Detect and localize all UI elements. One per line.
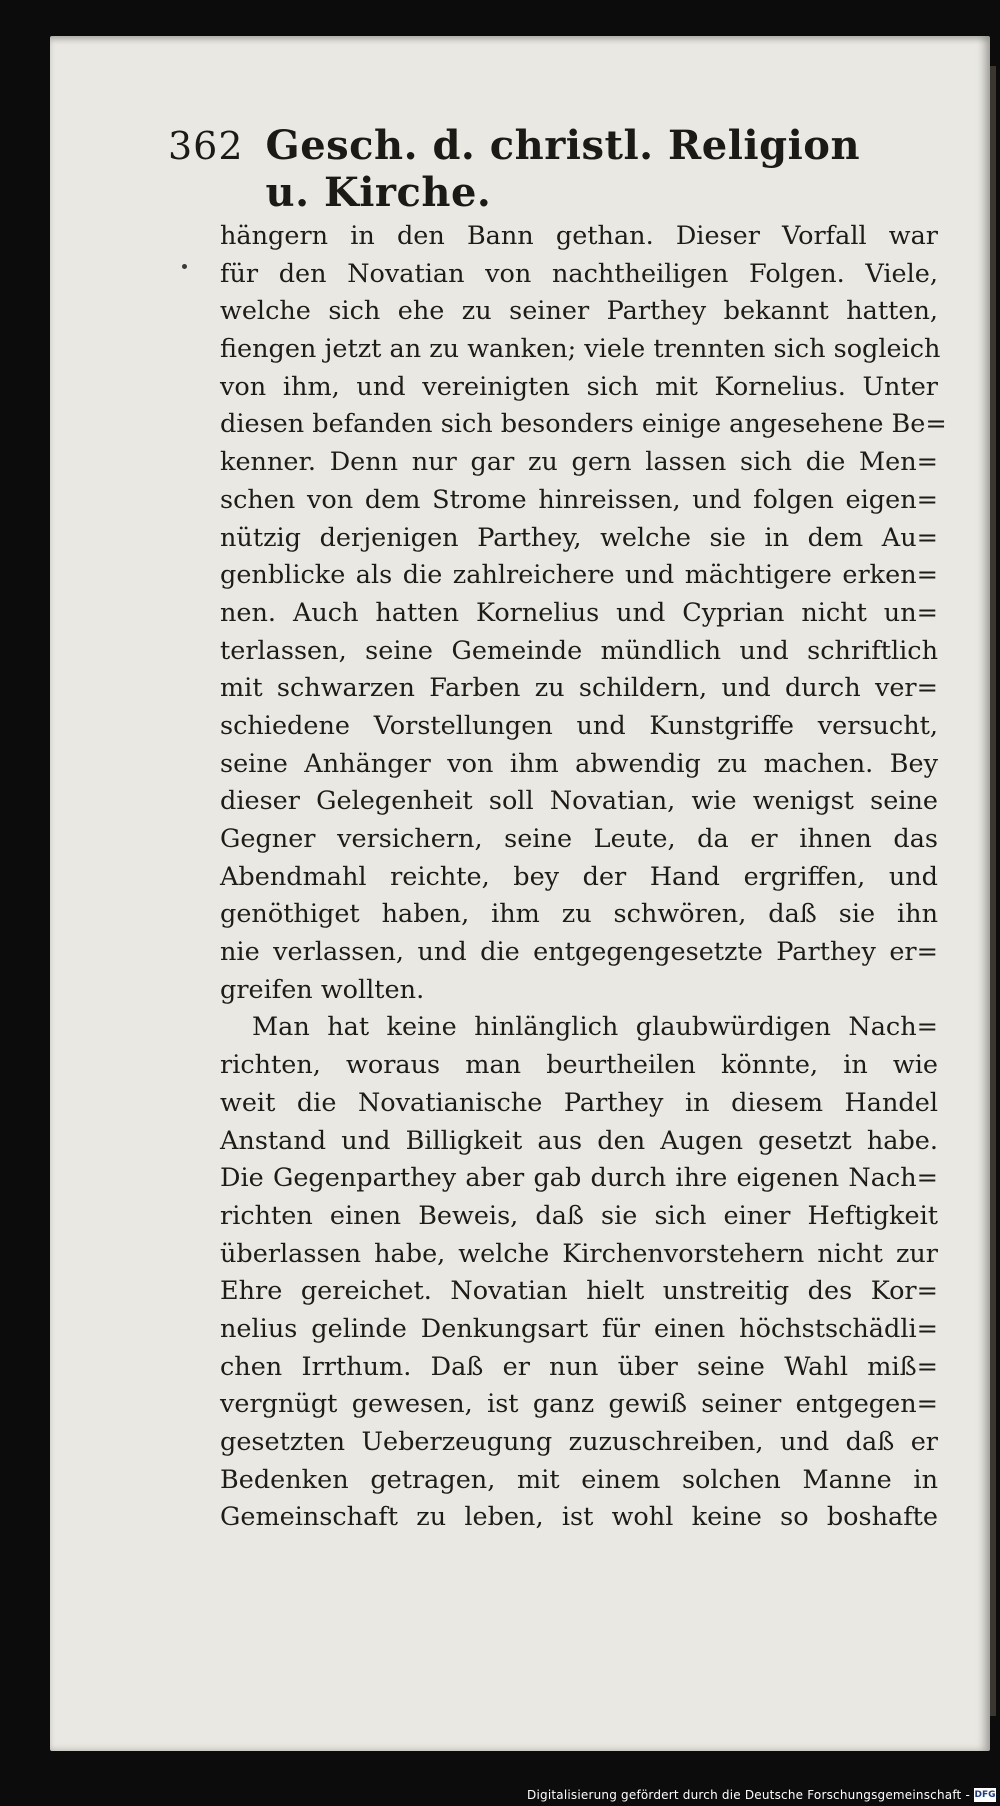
text-line: nelius gelinde Denkungsart für einen höchstschädli=	[220, 1313, 938, 1344]
text-line: Anstand und Billigkeit aus den Augen gesetzt habe.	[220, 1125, 938, 1156]
text-line: kenner. Denn nur gar zu gern lassen sich die Men=	[220, 447, 938, 478]
text-line: seine Anhänger von ihm abwendig zu machen. Bey	[220, 748, 938, 779]
text-line: für den Novatian von nachtheiligen Folgen. Viele,	[220, 258, 938, 289]
text-line: nen. Auch hatten Kornelius und Cyprian nicht un=	[220, 597, 938, 628]
page-header	[168, 122, 888, 216]
running-title: Gesch. d. christl. Religion u. Kirche.	[265, 122, 861, 216]
body-text	[220, 218, 947, 1537]
text-line: mit schwarzen Farben zu schildern, und durch ver=	[220, 673, 938, 704]
dfg-logo-icon: DFG	[974, 1790, 996, 1800]
text-line: Abendmahl reichte, bey der Hand ergriffen, und	[220, 861, 938, 892]
page-number: 362	[168, 124, 244, 168]
text-line: fiengen jetzt an zu wanken; viele trennten sich sogleich	[220, 334, 941, 365]
text-line: hängern in den Bann gethan. Dieser Vorfall war	[220, 221, 938, 251]
text-line: nie verlassen, und die entgegengesetzte Parthey er=	[220, 937, 938, 968]
text-line: dieser Gelegenheit soll Novatian, wie wenigst seine	[220, 786, 938, 817]
text-line: gesetzten Ueberzeugung zuzuschreiben, und daß er	[220, 1427, 938, 1457]
text-line: Ehre gereichet. Novatian hielt unstreitig des Kor=	[220, 1276, 938, 1307]
text-line: chen Irrthum. Daß er nun über seine Wahl miß=	[220, 1351, 938, 1382]
text-line: Gegner versichern, seine Leute, da er ihnen das	[220, 824, 938, 854]
text-line: Die Gegenparthey aber gab durch ihre eigenen Nach=	[220, 1163, 938, 1194]
text-line: Bedenken getragen, mit einem solchen Manne in	[220, 1464, 938, 1495]
footer-bar	[0, 1780, 1000, 1806]
text-line: nützig derjenigen Parthey, welche sie in dem Au=	[220, 522, 938, 553]
text-line: von ihm, und vereinigten sich mit Kornelius. Unter	[220, 371, 938, 402]
text-line: vergnügt gewesen, ist ganz gewiß seiner entgegen=	[220, 1389, 938, 1420]
text-line: überlassen habe, welche Kirchenvorstehern nicht zur	[220, 1238, 938, 1269]
text-line: schen von dem Strome hinreissen, und folgen eigen=	[220, 484, 938, 515]
text-line: schiedene Vorstellungen und Kunstgriffe versucht,	[220, 710, 938, 741]
margin-mark	[182, 264, 187, 269]
text-line: diesen befanden sich besonders einige angesehene Be=	[220, 409, 947, 440]
text-line: richten, woraus man beurtheilen könnte, in wie	[220, 1050, 938, 1081]
text-line: welche sich ehe zu seiner Parthey bekannt hatten,	[220, 296, 938, 327]
text-line: greifen wollten.	[220, 974, 425, 1005]
text-line: Man hat keine hinlänglich glaubwürdigen Nach=	[252, 1012, 938, 1043]
digitization-credit: Digitalisierung gefördert durch die Deutsche Forschungsgemeinschaft -	[527, 1788, 970, 1802]
text-line: richten einen Beweis, daß sie sich einer Heftigkeit	[220, 1200, 938, 1231]
text-line: genöthiget haben, ihm zu schwören, daß sie ihn	[220, 899, 938, 930]
text-line: terlassen, seine Gemeinde mündlich und schriftlich	[220, 635, 938, 666]
text-line: Gemeinschaft zu leben, ist wohl keine so boshafte	[220, 1502, 938, 1533]
text-line: weit die Novatianische Parthey in diesem Handel	[220, 1087, 938, 1118]
text-line: genblicke als die zahlreichere und mächtigere erken=	[220, 560, 938, 591]
